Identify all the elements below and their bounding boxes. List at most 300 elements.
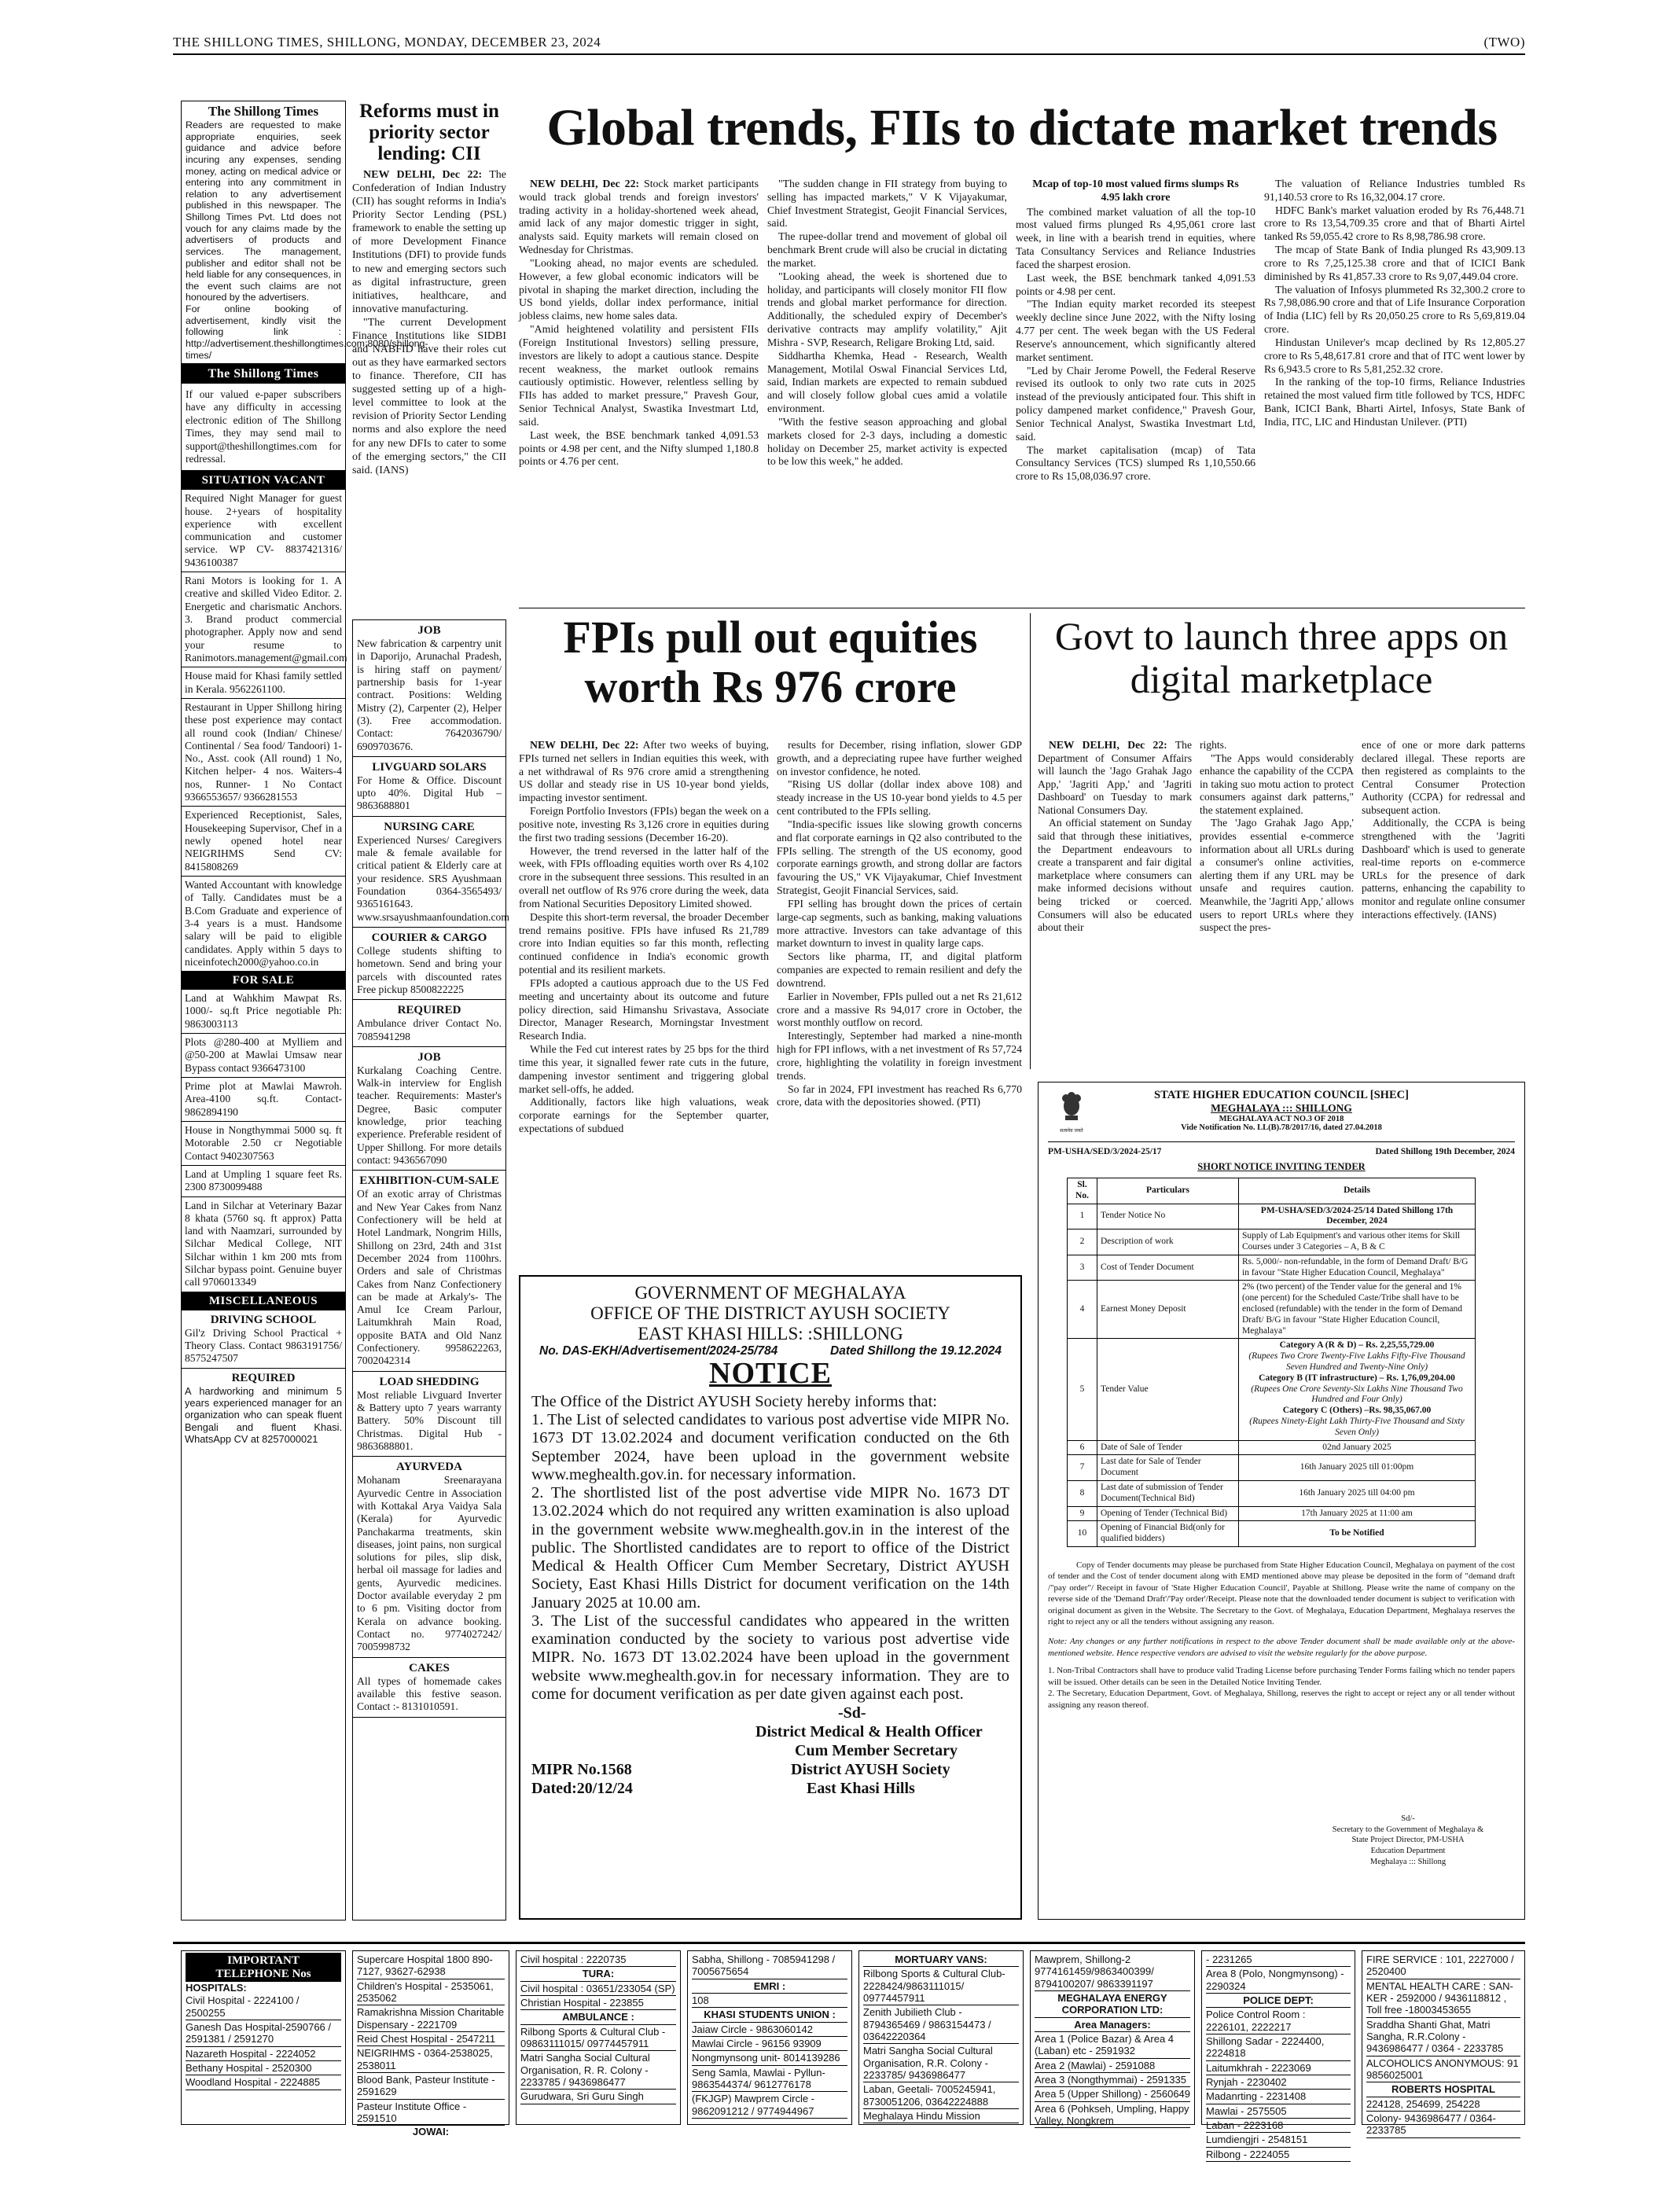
for-sale-ad: Land at Umpling 1 square feet Rs. 2300 8730099488 — [182, 1166, 345, 1197]
classified-title: LOAD SHEDDING — [379, 1375, 480, 1388]
table-cell-sl: 7 — [1068, 1455, 1097, 1481]
apps-column-3 — [1362, 739, 1525, 1069]
classified-text: For Home & Office. Discount upto 40%. Digital Hub – 9863688801 — [357, 774, 502, 812]
tel-col-3 — [516, 1950, 681, 2125]
tel-entry: Zenith Jubilieth Club - 8794365469 / 9863154473 / 03642220364 — [863, 2005, 1019, 2044]
global-c2-p3: "Looking ahead, the week is shortened due to holiday, and participants will closely monitor FII flow trends and global market performance for direction. Additionally, the scheduled expiry of December's derivative contracts may amplify volatility," Ajit Mishra - SVP, Research, Religare Broking Ltd, said. — [767, 270, 1007, 348]
apps-c2-p2: "The Apps would considerably enhance the capability of the CCPA in taking suo motu action to protect consumers against dark patterns," the statement explained. — [1200, 752, 1354, 816]
tel-col-1-list — [186, 1994, 341, 2090]
tel-entry: ALCOHOLICS ANONYMOUS: 91 9856025001 — [1366, 2057, 1520, 2083]
table-cell-details — [1239, 1339, 1476, 1440]
tel-entry: MEGHALAYA ENERGY CORPORATION LTD: — [1035, 1991, 1190, 2018]
disclaimer-title: The Shillong Times — [208, 104, 319, 119]
global-c2-p4: Siddhartha Khemka, Head - Research, Wealth Management, Motilal Oswal Financial Services Ltd, said, Indian markets are expected to remain subdued and will closely follow global cues amid a volatile environment. — [767, 349, 1007, 415]
table-cell-sl: 1 — [1068, 1204, 1097, 1229]
classified-ad — [353, 817, 509, 928]
fpi-c2-p6: Earlier in November, FPIs pulled out a net Rs 21,612 crore and a massive Rs 94,017 crore in October, the worst monthly outflow on record. — [777, 990, 1022, 1029]
table-row — [1068, 1506, 1476, 1521]
global-c2-p1: "The sudden change in FII strategy from buying to selling has impacted markets," V K Vijayakumar, Chief Investment Strategist, Geojit Financial Services, said. — [767, 178, 1007, 230]
table-cell-sl: 10 — [1068, 1521, 1097, 1547]
fpi-c2-p3: "India-specific issues like slowing growth concerns and flat corporate earnings in Q2 also contributed to the FPIs selling. The strength of the US economy, good corporate earnings growth, and strong dollar are factors favouring the US," VK Vijayakumar, Chief Investment Strategist, Geojit Financial Services, said. — [777, 818, 1022, 897]
required-manager-text: A hardworking and minimum 5 years experienced manager for an organization who can speak fluent Bengali and fluent Khasi. WhatsApp CV at 8257000021 — [185, 1384, 342, 1445]
table-cell-sl: 5 — [1068, 1339, 1097, 1440]
classified-text: Most reliable Livguard Inverter & Battery upto 7 years warranty Battery. 50% Discount till Christmas. Digital Hub - 9863688801. — [357, 1388, 502, 1452]
classified-ad — [353, 1171, 505, 1371]
shec-title: STATE HIGHER EDUCATION COUNCIL [SHEC] — [1154, 1089, 1409, 1101]
classified-text: New fabrication & carpentry unit in Daporijo, Arunachal Pradesh, is hiring staff on payment/ partnership basis for 1-year contract. Positions: Welding Mistry (2), Carpenter (2), Helper (3). Free accommodation. Contact: 7642036790/ 6909703676. — [357, 638, 502, 752]
classified-ad — [353, 757, 505, 817]
tel-entry: Ganesh Das Hospital-2590766 / 2591381 / 2591270 — [186, 2020, 341, 2047]
apps-c1-p2: An official statement on Sunday said that through these initiatives, the Department endeavours to create a transparent and fair digital marketplace where consumers can make informed decisions without being tricked or coerced. Consumers will also be educated about their — [1038, 817, 1192, 934]
emblem-icon — [1054, 1089, 1089, 1138]
global-column-2 — [767, 178, 1007, 602]
cii-body — [352, 168, 506, 477]
situation-ad: Restaurant in Upper Shillong hiring these post experience may contact all round cook (Indian/ Chinese/ Continental / Sea food/ Tandoori) 1-No., Asst. cook (All round) 1 No, Kitchen helper- 4 nos. Waiters-4 nos, Runner- 1 No Contact 9366553657/ 9366281553 — [182, 699, 345, 807]
ayush-sign-2: Cum Member Secretary — [795, 1742, 958, 1760]
tender-value-line: (Rupees Ninety-Eight Lakh Thirty-Five Thousand and Sixty Seven Only) — [1249, 1416, 1465, 1437]
ayush-mipr-no: MIPR No.1568 — [531, 1761, 632, 1779]
shec-table-body — [1068, 1204, 1476, 1546]
table-cell-particulars: Opening of Tender (Technical Bid) — [1097, 1506, 1239, 1521]
tel-col-2 — [352, 1950, 509, 2138]
tel-entry: Matri Sangha Social Cultural Organisation, R.R. Colony - 2233785/ 9436986477 — [863, 2044, 1019, 2082]
global-c4-p5: Hindustan Unilever's mcap declined by Rs 12,805.27 crore to Rs 5,48,617.81 crore and that of ITC went lower by Rs 6,943.5 crore to Rs 5,81,252.32 crore. — [1264, 336, 1525, 375]
shec-sd: Sd/- — [1401, 1814, 1415, 1823]
classified-title: AYURVEDA — [396, 1461, 462, 1474]
situation-vacant-list — [182, 490, 345, 972]
fpi-c1-p6: While the Fed cut interest rates by 25 bps for the third time this year, it signalled fewer rate cuts in the future, dampening investor sentiment and triggering global market sell-offs, he added. — [519, 1043, 769, 1095]
tel-entry: Supercare Hospital 1800 890-7127, 93627-62938 — [357, 1953, 505, 1979]
classified-text: Mohanam Sreenarayana Ayurvedic Centre in Association with Kottakal Arya Vaidya Sala (Kerala) for Ayurvedic Panchakarma treatments, skin diseases, joint pains, non surgical solutions for piles, slip disk, herbal oil massage for ladies and gents, Ayurvedic medicines. Doctor available everyday 2 pm to 6 pm. Visiting doctor from Kerala on advance booking. Contact no. 9774027242/ 7005998732 — [357, 1474, 502, 1653]
table-row — [1068, 1281, 1476, 1339]
apps-column-1 — [1038, 739, 1192, 1069]
shec-act: MEGHALAYA ACT NO.3 OF 2018 — [1219, 1115, 1344, 1123]
classified-title: COURIER & CARGO — [371, 931, 487, 944]
global-c4-p4: The valuation of Infosys plummeted Rs 32,300.2 crore to Rs 7,98,086.90 crore and that of Life Insurance Corporation of India (LIC) fell by Rs 20,050.25 crore to Rs 5,69,819.04 crore. — [1264, 283, 1525, 336]
tel-entry: Laban, Geetali- 7005245941, 8730051206, 03642224888 — [863, 2082, 1019, 2109]
tender-value-line: (Rupees Two Crore Twenty-Five Lakhs Fifty-Five Thousand Seven Hundred and Twenty-Nine Only) — [1248, 1351, 1465, 1372]
tel-entry: Rynjah - 2230402 — [1206, 2075, 1351, 2090]
ayush-district-line: EAST KHASI HILLS: :SHILLONG — [638, 1324, 903, 1343]
shec-tender-table — [1067, 1178, 1476, 1547]
tel-hospitals-label: HOSPITALS: — [186, 1982, 247, 1994]
table-cell-particulars: Tender Value — [1097, 1339, 1239, 1440]
classified-ad — [353, 1000, 505, 1047]
shec-notification: Vide Notification No. LL(B).78/2017/16, dated 27.04.2018 — [1181, 1123, 1382, 1132]
fpi-c2-p2: "Rising US dollar (dollar index above 108) and steady increase in the US 10-year bond yields to 4.5 per cent contributed to the FPIs selling. — [777, 778, 1022, 818]
table-cell-sl: 9 — [1068, 1506, 1097, 1521]
situation-ad: Rani Motors is looking for 1. A creative and skilled Video Editor. 2. Energetic and charismatic Anchors. 3. Brand product commercial photographer. Apply now and send your resume to Ranimotors.management@gmail.com — [182, 572, 345, 667]
tel-entry: Colony- 9436986477 / 0364- 2233785 — [1366, 2112, 1520, 2138]
tel-entry: Children's Hospital - 2535061, 2535062 — [357, 1979, 505, 2006]
fpi-c2-p7: Interestingly, September had marked a nine-month high for FPI inflows, with a net investment of Rs 57,724 crore, highlighting the volatility in foreign investment trends. — [777, 1030, 1022, 1082]
tel-col-6 — [1030, 1950, 1195, 2125]
tel-entry: MENTAL HEALTH CARE : SAN-KER - 2592000 / 9436118812 , Toll free -18003453655 — [1366, 1979, 1520, 2018]
fpi-c1-p2: Foreign Portfolio Investors (FPIs) began the week on a positive note, investing Rs 3,126 crore in equities during the first two trading sessions (December 16-20). — [519, 805, 769, 844]
global-c3-p2: Last week, the BSE benchmark tanked 4,091.53 points or 4.98 per cent. — [1016, 271, 1255, 297]
tel-col-1 — [181, 1950, 346, 2125]
shec-reference-date: Dated Shillong 19th December, 2024 — [1375, 1147, 1515, 1156]
classified-title: LIVGUARD SOLARS — [372, 760, 487, 774]
fpi-c1-p3: However, the trend reversed in the latter half of the week, with FPIs offloading equities worth over Rs 4,102 crore in the subsequent three sessions. This resulted in an overall net outflow of Rs 976 crore during the week, data from National Securities Depository Limited showed. — [519, 844, 769, 910]
global-column-3 — [1016, 178, 1255, 602]
table-cell-details: PM-USHA/SED/3/2024-25/14 Dated Shillong 17th December, 2024 — [1239, 1204, 1476, 1229]
global-c3-p4: "Led by Chair Jerome Powell, the Federal Reserve revised its outlook to only two rate cuts in 2025 instead of the previously anticipated four. This shift in policy dampened market confidence," Pravesh Gour, Senior Technical Analyst, Swastika Investmart Ltd, said. — [1016, 364, 1255, 443]
tel-entry: Gurudwara, Sri Guru Singh — [520, 2090, 676, 2104]
ayush-item-1: 1. The List of selected candidates to various post advertise vide MIPR No. 1673 DT 13.02.2024 and document verification conducted on the 6th September 2024, have been upload in the government website www.meghealth.gov.in. for necessary information. — [531, 1411, 1009, 1483]
shec-condition-1: 1. Non-Tribal Contractors shall have to produce valid Trading License before purchasing Tender Forms failing which no tender papers will be issued. Other details can be seen in the Detailed Notice Inviting Tender. — [1048, 1666, 1515, 1687]
for-sale-header: FOR SALE — [182, 972, 345, 990]
fpi-headline: FPIs pull out equities worth Rs 976 crore — [563, 612, 978, 712]
table-row — [1068, 1204, 1476, 1229]
cii-paragraph-1: The Confederation of Indian Industry (CII) has sought reforms in India's Priority Sector Lending (PSL) framework to enable the setting up of more Development Finance Institutions (DFI) to provide funds to new and emerging sectors such as digital infrastructure, green initiatives, healthcare, and innovative manufacturing. — [352, 169, 506, 315]
shec-table-header — [1068, 1178, 1476, 1204]
table-row — [1068, 1229, 1476, 1255]
shec-col-sl: Sl. No. — [1068, 1178, 1097, 1204]
miscellaneous-header: MISCELLANEOUS — [182, 1292, 345, 1310]
tel-entry: Laitumkhrah - 2223069 — [1206, 2061, 1351, 2075]
ayush-reference-date: Dated Shillong the 19.12.2024 — [830, 1344, 1002, 1358]
classified-text: Of an exotic array of Christmas and New Year Cakes from Nanz Confectionery will be held at Hotel Landmark, Nongrim Hills, Shillong on 23rd, 24th and 31st December 2024 from 1100hrs. Orders and sale of Christmas Cakes from Nanz Confectionery can be made at Arkaly's- The Amul Ice Cream Parlour, Laitumkhrah Main Road, opposite BATA and Old Nanz Confectionery. 9958622263, 7002042314 — [357, 1188, 502, 1367]
tender-value-line: (Rupees One Crore Seventy-Six Lakhs Nine Thousand Two Hundred and Four Only) — [1251, 1384, 1463, 1405]
emblem-motto: सत्यमेव जयते — [1060, 1128, 1083, 1134]
tel-col-7 — [1201, 1950, 1355, 2160]
tel-entry: Laban - 2223168 — [1206, 2119, 1351, 2133]
tel-entry: Civil Hospital - 2224100 / 2500255 — [186, 1994, 341, 2020]
tel-entry: ROBERTS HOSPITAL — [1366, 2082, 1520, 2097]
global-dateline: NEW DELHI, Dec 22: — [530, 178, 640, 189]
tel-entry: Rilbong Sports & Cultural Club-2228424/9863111015/ 09774457911 — [863, 1967, 1019, 2005]
classified-ad — [353, 1047, 505, 1171]
epaper-title: The Shillong Times — [182, 365, 345, 384]
tel-col-8-list — [1366, 1953, 1520, 2138]
tel-entry: KHASI STUDENTS UNION : — [692, 2008, 847, 2022]
ayush-office-line: OFFICE OF THE DISTRICT AYUSH SOCIETY — [590, 1303, 950, 1323]
tel-entry: Woodland Hospital - 2224885 — [186, 2075, 341, 2090]
tel-col-2-list — [357, 1953, 505, 2126]
classified-title: JOB — [417, 1050, 441, 1064]
global-c4-p2: HDFC Bank's market valuation eroded by Rs 76,448.71 crore to Rs 13,54,709.35 crore and that of Bharti Airtel tanked Rs 59,055.42 crore to Rs 8,98,786.98 crore. — [1264, 204, 1525, 243]
shec-condition-2: 2. The Secretary, Education Department, Govt. of Meghalaya, Shillong, reserves the right to accept or reject any or all tender without assigning any reason thereof. — [1048, 1689, 1515, 1710]
apps-headline: Govt to launch three apps on digital marketplace — [1054, 614, 1509, 701]
ayush-signature-block — [531, 1704, 1009, 1814]
table-cell-details: Rs. 5,000/- non-refundable, in the form of Demand Draft/ B/G in favour "State Higher Education Council, Meghalaya" — [1239, 1255, 1476, 1281]
tel-entry: Mawlai - 2575505 — [1206, 2104, 1351, 2119]
fpi-c2-p1: results for December, rising inflation, slower GDP growth, and a depreciating rupee have further weighed on investor confidence, he noted. — [777, 739, 1022, 777]
classified-title: CAKES — [409, 1661, 450, 1674]
telephone-strip — [173, 1942, 1525, 2160]
table-row — [1068, 1339, 1476, 1440]
tel-col-7-list — [1206, 1953, 1351, 2162]
apps-c3-p2: Additionally, the CCPA is being strengthened with the 'Jagriti Dashboard' which is used to generate real-time reports on e-commerce URLs for the presence of dark patterns, enhancing the capability to monitor and regulate online consumer interactions effectively. (IANS) — [1362, 817, 1525, 921]
global-c4-p3: The mcap of State Bank of India plunged Rs 43,909.13 crore to Rs 7,25,125.38 crore and that of ICICI Bank diminished by Rs 41,857.33 crore to Rs 9,07,449.04 crore. — [1264, 244, 1525, 282]
global-c2-p2: The rupee-dollar trend and movement of global oil benchmark Brent crude will also be crucial in dictating the market. — [767, 230, 1007, 269]
tel-col-5-list — [863, 1953, 1019, 2123]
tel-entry: Area 3 (Nongthymmai) - 2591335 — [1035, 2073, 1190, 2087]
classified-title: EXHIBITION-CUM-SALE — [359, 1174, 499, 1188]
classified-ad — [353, 1372, 505, 1457]
apps-column-2 — [1200, 739, 1354, 1069]
tel-entry: Rilbong - 2224055 — [1206, 2148, 1351, 2162]
ayush-reference-no: No. DAS-EKH/Advertisement/2024-25/784 — [539, 1344, 778, 1358]
tel-entry: 224128, 254699, 254228 — [1366, 2097, 1520, 2112]
tel-entry: MORTUARY VANS: — [863, 1953, 1019, 1967]
classified-ad — [353, 620, 505, 757]
tel-col-4-list — [692, 1953, 847, 2119]
situation-vacant-header: SITUATION VACANT — [182, 472, 345, 490]
classified-title: NURSING CARE — [384, 820, 475, 833]
tel-col-4 — [687, 1950, 852, 2125]
tender-value-line: Category A (R & D) – Rs. 2,25,55,729.00 — [1279, 1340, 1435, 1351]
tel-entry: FIRE SERVICE : 101, 2227000 / 2520400 — [1366, 1953, 1520, 1979]
shec-tender-notice — [1038, 1082, 1525, 1920]
cii-story — [352, 101, 506, 604]
tel-entry: Matri Sangha Social Cultural Organisation, R. R. Colony - 2233785 / 9436986477 — [520, 2051, 676, 2090]
page-header — [173, 31, 1525, 55]
disclaimer-online-link[interactable]: For online booking of advertisement, kindly visit the following link : http://advertisement.theshillongtimes.com:8080/shillong-times/ — [186, 303, 428, 361]
table-cell-particulars: Last date of submission of Tender Document(Technical Bid) — [1097, 1480, 1239, 1506]
fpi-c1-p7: Additionally, factors like high valuations, weak corporate earnings for the September quarter, expectations of subdued — [519, 1096, 769, 1135]
table-row — [1068, 1455, 1476, 1481]
ayush-item-2: 2. The shortlisted list of the post advertise vide MIPR No. 1673 DT 13.02.2024 which do not required any written examination is also upload in the government website www.meghealth.gov.in in the interest of the public. The Shortlisted candidates are to report to office of the District Medical & Health Officer Cum Member Secretary, District AYUSH Society, East Khasi Hills District for document verification on the 14th January 2025 at 10.00 am. — [531, 1484, 1009, 1612]
ayush-notice-title: NOTICE — [709, 1357, 832, 1390]
header-dateline: THE SHILLONG TIMES, SHILLONG, MONDAY, DECEMBER 23, 2024 — [173, 35, 601, 50]
table-cell-sl: 8 — [1068, 1480, 1097, 1506]
global-column-1 — [519, 178, 759, 602]
table-cell-particulars: Opening of Financial Bid(only for qualified bidders) — [1097, 1521, 1239, 1547]
table-cell-sl: 3 — [1068, 1255, 1097, 1281]
epaper-box — [182, 365, 345, 472]
table-cell-details: 02nd January 2025 — [1239, 1440, 1476, 1455]
for-sale-ad: Land in Silchar at Veterinary Bazar 8 khata (5760 sq. ft approx) Patta land with Naamzari, surrounded by Silchar Medical College, NIT Silchar within 1 km 200 mts from Silchar bypass point. Genuine buyer call 9706013349 — [182, 1197, 345, 1292]
table-cell-details: Supply of Lab Equipment's and various other items for Skill Courses under 3 Categories – A, B & C — [1239, 1229, 1476, 1255]
table-cell-particulars: Tender Notice No — [1097, 1204, 1239, 1229]
ayush-sign-1: District Medical & Health Officer — [755, 1723, 983, 1741]
table-cell-sl: 4 — [1068, 1281, 1097, 1339]
tel-entry: Mawlai Circle - 96156 93909 — [692, 2037, 847, 2051]
shec-header — [1048, 1089, 1515, 1142]
driving-school-title: DRIVING SCHOOL — [210, 1313, 317, 1326]
tel-entry: 108 — [692, 1994, 847, 2008]
global-c1-p2: "Looking ahead, no major events are scheduled. However, a few global economic indicators will be pivotal in shaping the market direction, including the US bond yields, dollar index performance, initial jobless claims, new home sales data. — [519, 256, 759, 322]
tel-entry: Christian Hospital - 223855 — [520, 1996, 676, 2010]
tel-col-6-list — [1035, 1953, 1190, 2128]
fpi-c2-p5: Sectors like pharma, IT, and digital platform companies are expected to remain resilient and defy the downtrend. — [777, 950, 1022, 989]
ayush-sign-3: District AYUSH Society — [791, 1761, 950, 1779]
shec-location: MEGHALAYA ::: SHILLONG — [1211, 1102, 1352, 1114]
tel-entry: Meghalaya Hindu Mission — [863, 2109, 1019, 2123]
table-row — [1068, 1521, 1476, 1547]
epaper-body: If our valued e-paper subscribers have any difficulty in accessing electronic edition of The Shillong Times, they may send mail to support@theshillongtimes.com for redressal. — [186, 388, 341, 465]
fpi-column-2 — [777, 739, 1022, 1258]
ayush-dated: Dated:20/12/24 — [531, 1780, 633, 1798]
classified-text: College students shifting to hometown. Send and bring your parcels with discounted rates Free pickup 8500822225 — [357, 944, 502, 995]
tel-entry: Nongmynsong unit- 8014139286 — [692, 2051, 847, 2065]
shec-reference-no: PM-USHA/SED/3/2024-25/17 — [1048, 1147, 1162, 1156]
tel-entry: Nazareth Hospital - 2224052 — [186, 2047, 341, 2061]
tel-entry: Area Managers: — [1035, 2018, 1190, 2032]
global-c3-p1: The combined market valuation of all the top-10 most valued firms plunged Rs 4,95,061 crore last week, in line with a bearish trend in equities, where Tata Consultancy Services and Reliance Industries faced the sharpest erosion. — [1016, 205, 1255, 270]
tel-entry: NEIGRIHMS - 0364-2538025, 2538011 — [357, 2046, 505, 2073]
table-cell-details: 2% (two percent) of the Tender value for the general and 1% (one percent) for the Scheduled Caste/Tribe shall have to be enclosed (refundable) with the tender in the form of Demand Draft/ B/G in favour "State Higher Education Council, Meghalaya" — [1239, 1281, 1476, 1339]
for-sale-ad: Plots @280-400 at Mylliem and @50-200 at Mawlai Umsaw near Bypass contact 9366473100 — [182, 1034, 345, 1078]
tel-entry: Reid Chest Hospital - 2547211 — [357, 2032, 505, 2046]
mcap-subhead: Mcap of top-10 most valued firms slumps Rs 4.95 lakh crore — [1032, 178, 1239, 203]
fpi-dateline: NEW DELHI, Dec 22: — [530, 739, 639, 751]
tel-entry: Area 2 (Mawlai) - 2591088 — [1035, 2059, 1190, 2073]
global-c3-p3: "The Indian equity market recorded its steepest weekly decline since June 2022, with the Nifty losing 4.77 per cent. The week began with the US Federal Reserve's announcement, which significantly altered market sentiment. — [1016, 298, 1255, 363]
header-page-number: (TWO) — [1483, 35, 1525, 50]
ayush-item-3: 3. The List of the successful candidates who appeared in the written examination conducted by the society to various post advertise vide MIPR. No. 1673 DT 13.02.2024 have been upload in the government website www.meghealth.gov.in for necessary information. They are to come for document verification as per date given against each post. — [531, 1612, 1009, 1703]
tel-entry: Shillong Sadar - 2224400, 2224818 — [1206, 2034, 1351, 2061]
for-sale-ad: Land at Wahkhim Mawpat Rs. 1000/- sq.ft Price negotiable Ph: 9863003113 — [182, 990, 345, 1034]
classified-text: Kurkalang Coaching Centre. Walk-in interview for English teacher. Requirements: Master's Degree, Basic computer knowledge, prior teaching experience. Preferable resident of Upper Shillong. For more details contact: 9436567090 — [357, 1064, 502, 1166]
ayush-intro: The Office of the District AYUSH Society hereby informs that: — [531, 1392, 937, 1410]
tel-entry: POLICE DEPT: — [1206, 1994, 1351, 2008]
tel-entry: Bethany Hospital - 2520300 — [186, 2061, 341, 2075]
tel-entry: Civil hospital : 2220735 — [520, 1953, 676, 1967]
tel-entry: Blood Bank, Pasteur Institute - 2591629 — [357, 2073, 505, 2100]
tel-col-5 — [858, 1950, 1024, 2125]
newspaper-page — [173, 31, 1525, 2160]
required-manager-title: REQUIRED — [231, 1371, 296, 1384]
classified-ad — [353, 928, 505, 1000]
shec-reference-line — [1048, 1147, 1515, 1156]
shec-sign-1: Secretary to the Government of Meghalaya & — [1332, 1825, 1484, 1834]
cii-dateline: NEW DELHI, Dec 22: — [363, 169, 483, 181]
shec-note: Note: Any changes or any further notifications in respect to the above Tender document shall be made available only at the above-mentioned website. Hence respective vendors are advised to visit the website regularly for the above purpose. — [1048, 1637, 1515, 1658]
ayush-notice — [519, 1275, 1022, 1920]
table-cell-particulars: Last date for Sale of Tender Document — [1097, 1455, 1239, 1481]
table-cell-sl: 6 — [1068, 1440, 1097, 1455]
tel-entry: Area 8 (Polo, Nongmynsong) - 2290324 — [1206, 1967, 1351, 1994]
tel-entry: Seng Samla, Mawlai - Pyllun-9863544374/ 9612776178 — [692, 2066, 847, 2093]
table-row — [1068, 1480, 1476, 1506]
required-manager-ad — [182, 1369, 345, 1448]
for-sale-ad: Prime plot at Mawlai Mawroh. Area-4100 sq.ft. Contact-9862894190 — [182, 1078, 345, 1122]
tender-value-line: Category B (IT infrastructure) – Rs. 1,76,09,204.00 — [1259, 1373, 1455, 1383]
for-sale-ad: House in Nongthymmai 5000 sq. ft Motorable 2.50 cr Negotiable Contact 9402307563 — [182, 1122, 345, 1166]
tel-entry: AMBULANCE : — [520, 2010, 676, 2024]
tel-header: IMPORTANT TELEPHONE Nos — [186, 1953, 341, 1982]
disclaimer-body: Readers are requested to make appropriate enquiries, seek guidance and advice before incuring any expenses, sending money, acting on medical advice or entering into any commitment in relation to any advertisement published in this newspaper. The Shillong Times Pvt. Ltd does not vouch for any claims made by the advertisers of products and services. The management, publisher and editor shall not be held liable for any consequences, in the event such claims are not honoured by the advertisers. — [186, 119, 341, 303]
classified-title: REQUIRED — [397, 1004, 461, 1017]
shec-sign-2: State Project Director, PM-USHA — [1351, 1836, 1465, 1845]
fpi-c1-p1: After two weeks of buying, FPIs turned net sellers in Indian equities this week, with a net withdrawal of Rs 976 crore amid a strengthening US dollar and steady rise in US 10-year bond yields, impacting investor sentiment. — [519, 739, 769, 804]
global-c2-p5: "With the festive season approaching and global markets closed for 2-3 days, including a domestic holiday on December 25, market activity is expected to be low this week," he added. — [767, 415, 1007, 468]
classifieds-column-2 — [352, 619, 509, 1921]
table-cell-details: 16th January 2025 till 01:00pm — [1239, 1455, 1476, 1481]
table-row — [1068, 1255, 1476, 1281]
global-c1-p1: Stock market participants would track global trends and foreign investors' trading activity in a holiday-shortened week ahead, amid lack of any major domestic trigger in sight, analysts said. Equity markets will remain closed on Wednesday for Christmas. — [519, 178, 759, 256]
shec-notice-title: SHORT NOTICE INVITING TENDER — [1197, 1161, 1366, 1172]
fpi-c2-p4: FPI selling has brought down the prices of certain large-cap segments, such as banking, making valuations more attractive. Investors can take advantage of this market downturn to invest in quality large caps. — [777, 897, 1022, 950]
shec-sign-4: Meghalaya ::: Shillong — [1369, 1857, 1447, 1866]
situation-ad: Experienced Receptionist, Sales, Housekeeping Supervisor, Chef in a newly opened hotel near NEIGRIHMS Send CV: 8415808269 — [182, 807, 345, 877]
apps-c2-p3: The 'Jago Grahak Jago App,' provides essential e-commerce information about all URLs during a consumer's online activities, alerting them if any URL may be unsafe and requires caution. Meanwhile, the 'Jagriti App,' allows users to report URLs where they suspect the pres- — [1200, 817, 1354, 934]
fpi-column-1 — [519, 739, 769, 1258]
table-cell-particulars: Description of work — [1097, 1229, 1239, 1255]
apps-c3-p1: ence of one or more dark patterns declared illegal. These reports are then registered as complaints to the Central Consumer Protection Authority (CCPA) for redressal and subsequent action. — [1362, 739, 1525, 816]
global-c3-p5: The market capitalisation (mcap) of Tata Consultancy Services (TCS) slumped Rs 1,10,550.66 crore to Rs 15,08,036.97 crore. — [1016, 443, 1255, 483]
tel-entry: Madanrting - 2231408 — [1206, 2090, 1351, 2104]
situation-ad: Wanted Accountant with knowledge of Tally. Candidates must be a B.Com Graduate and experience of 3-4 years is a must. Handsome salary will be paid to eligible candidates. Apply within 5 days to niceinfotech2000@yahoo.co.in — [182, 877, 345, 972]
tel-entry: Rilbong Sports & Cultural Club - 09863111015/ 09774457911 — [520, 2025, 676, 2052]
tel-entry: Area 5 (Upper Shillong) - 2560649 — [1035, 2087, 1190, 2101]
fpi-apps-divider — [1030, 613, 1031, 1069]
tel-entry: TURA: — [520, 1967, 676, 1981]
ayush-govt-line: GOVERNMENT OF MEGHALAYA — [634, 1283, 906, 1303]
apps-dateline: NEW DELHI, Dec 22: — [1049, 739, 1167, 751]
tel-entry: Area 1 (Police Bazar) & Area 4 (Laban) etc - 2591932 — [1035, 2032, 1190, 2059]
table-cell-sl: 2 — [1068, 1229, 1097, 1255]
global-column-4 — [1264, 178, 1525, 602]
global-c1-p4: Last week, the BSE benchmark tanked 4,091.53 points or 4.98 per cent, and the Nifty slumped 1,180.8 points or 4.76 per cent. — [519, 428, 759, 468]
ayush-sign-4: East Khasi Hills — [807, 1780, 915, 1798]
classified-text: All types of homemade cakes available this festive season. Contact :- 8131010591. — [357, 1674, 502, 1713]
tel-col-8 — [1362, 1950, 1525, 2137]
tel-entry: Mawprem, Shillong-2 9774161459/9863400399/ 8794100207/ 9863391197 — [1035, 1953, 1190, 1991]
global-c4-p6: In the ranking of the top-10 firms, Reliance Industries retained the most valued firm title followed by TCS, HDFC Bank, ICICI Bank, Bharti Airtel, Infosys, State Bank of India, ITC, LIC and Hindustan Unilever. (PTI) — [1264, 376, 1525, 428]
tel-entry: Sabha, Shillong - 7085941298 / 7005675654 — [692, 1953, 847, 1979]
classified-text: Experienced Nurses/ Caregivers male & female available for critical patient & Elderly care at your residence. SRS Ayushmaan Foundation 0364-3565493/ 9365161643. www.srsayushmaanfoundation.com — [357, 833, 509, 923]
tel-entry: Lumdiengjri - 2548151 — [1206, 2133, 1351, 2147]
shec-paragraph: Copy of Tender documents may please be purchased from State Higher Education Council, Meghalaya on payment of the cost of tender and the Cost of tender document along with EMD mentioned above may please be deposited in the form of "demand draft /"pay order"/ Receipt in favour of 'State Higher Education Council', Payable at Shillong. Please write the name of company on the reverse side of the 'Demand Draft'/'Pay order'/Receipt. Please note that the downloaded tender document is subject to verification with original document as given in the Website. The Secretary to the Govt. of Meghalaya, Education Department, Meghalaya reserves the right to reject any or all the tenders without assigning any reason. — [1048, 1560, 1515, 1627]
classified-ad — [353, 1658, 505, 1718]
tel-entry: Pasteur Institute Office - 2591510 — [357, 2100, 505, 2126]
table-cell-details: 17th January 2025 at 11:00 am — [1239, 1506, 1476, 1521]
global-c4-p1: The valuation of Reliance Industries tumbled Rs 91,140.53 crore to Rs 16,32,004.17 crore. — [1264, 178, 1525, 203]
shec-col-details: Details — [1239, 1178, 1476, 1204]
tel-entry: Police Control Room : 2226101, 2222217 — [1206, 2008, 1351, 2034]
tel-entry: - 2231265 — [1206, 1953, 1351, 1967]
classified-ad — [353, 1457, 505, 1657]
situation-ad: House maid for Khasi family settled in Kerala. 9562261100. — [182, 667, 345, 699]
global-headline: Global trends, FIIs to dictate market trends — [546, 99, 1498, 156]
table-row — [1068, 1440, 1476, 1455]
ayush-sd: -Sd- — [838, 1704, 866, 1722]
shec-col-particulars: Particulars — [1097, 1178, 1239, 1204]
shec-sign-3: Education Department — [1370, 1846, 1446, 1855]
tel-entry: Ramakrishna Mission Charitable Dispensary - 2221709 — [357, 2005, 505, 2032]
tel-col-3-list — [520, 1953, 676, 2104]
tel-jowai-label: JOWAI: — [412, 2126, 450, 2138]
tel-entry: Sraddha Shanti Ghat, Matri Sangha, R.R.Colony - 9436986477 / 0364 - 2233785 — [1366, 2018, 1520, 2057]
tel-entry: EMRI : — [692, 1979, 847, 1994]
classified-title: JOB — [417, 624, 441, 637]
driving-school-ad — [182, 1310, 345, 1369]
for-sale-list — [182, 990, 345, 1292]
shec-signature — [1306, 1814, 1510, 1867]
table-cell-particulars: Earnest Money Deposit — [1097, 1281, 1239, 1339]
table-cell-particulars: Date of Sale of Tender — [1097, 1440, 1239, 1455]
fpi-c2-p8: So far in 2024, FPI investment has reached Rs 6,770 crore, data with the depositories showed. (PTI) — [777, 1082, 1022, 1108]
classified-text: Ambulance driver Contact No. 7085941298 — [357, 1017, 502, 1042]
apps-c2-p1: rights. — [1200, 739, 1227, 751]
global-c1-p3: "Amid heightened volatility and persistent FIIs (Foreign Institutional Investors) selling pressure, investors are likely to adopt a cautious stance. Despite recent weakness, the market outlook remains cautiously optimistic. However, relentless selling by FIIs has added to market pressure," Pravesh Gour, Senior Technical Analyst, Swastika Investmart Ltd, said. — [519, 323, 759, 428]
tel-entry: Civil hospital : 03651/233054 (SP) — [520, 1982, 676, 1996]
tel-entry: Jaiaw Circle - 9863060142 — [692, 2023, 847, 2037]
tel-entry: Area 6 (Pohkseh, Umpling, Happy Valley, Nongkrem — [1035, 2102, 1190, 2129]
cii-headline: Reforms must in priority sector lending: CII — [359, 101, 499, 164]
driving-school-text: Gil'z Driving School Practical + Theory Class. Contact 9863191756/ 8575247507 — [185, 1326, 342, 1365]
tender-value-line: Category C (Others) –Rs. 98,35,067.00 — [1282, 1406, 1432, 1416]
table-cell-particulars: Cost of Tender Document — [1097, 1255, 1239, 1281]
tel-entry: (FKJGP) Mawprem Circle - 9862091212 / 9774944967 — [692, 2092, 847, 2119]
situation-ad: Required Night Manager for guest house. 2+years of hospitality experience with excellent communication and customer service. WP CV- 8837421316/ 9436100387 — [182, 490, 345, 572]
fpi-c1-p4: Despite this short-term reversal, the broader December trend remains positive. FPIs have infused Rs 21,789 crore into Indian equities so far this month, reflecting continued confidence in India's economic growth potential and its resilient markets. — [519, 910, 769, 976]
table-cell-details: To be Notified — [1239, 1521, 1476, 1547]
